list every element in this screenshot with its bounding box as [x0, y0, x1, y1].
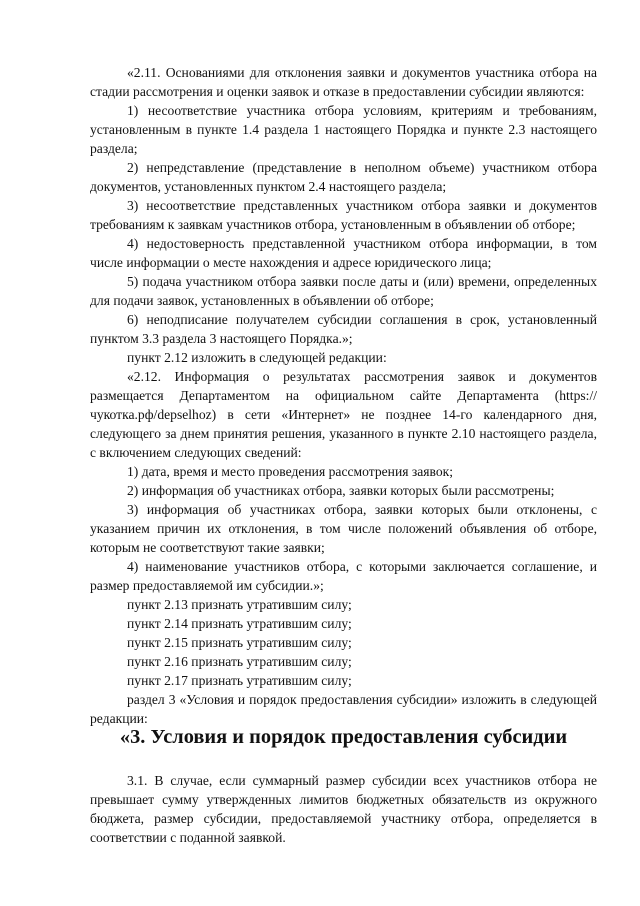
section-3-heading: «3. Условия и порядок предоставления субсидии — [119, 726, 568, 748]
paragraph-item-6: 6) неподписание получателем субсидии соглашения в срок, установленный пунктом 3.3 раздела 3 настоящего Порядка.»; — [90, 312, 597, 346]
paragraph-item-2: 2) непредставление (представление в неполном объеме) участником отбора документов, установленных пунктом 2.4 настоящего раздела; — [90, 160, 597, 194]
paragraph-info-2: 2) информация об участниках отбора, заявки которых были рассмотрены; — [127, 483, 555, 498]
paragraph-info-1: 1) дата, время и место проведения рассмотрения заявок; — [127, 464, 454, 479]
paragraph-item-3: 3) несоответствие представленных участником отбора заявки и документов требованиям к заявкам участников отбора, установленным в объявлении об отборе; — [90, 198, 597, 232]
paragraph-2-17-void: пункт 2.17 признать утратившим силу; — [127, 673, 352, 688]
paragraph-item-4: 4) недостоверность представленной участником отбора информации, в том числе информации о месте нахождения и адресе юридического лица; — [90, 236, 597, 270]
spacer — [90, 747, 597, 771]
paragraph-info-4: 4) наименование участников отбора, с которыми заключается соглашение, и размер предоставляемой им субсидии.»; — [90, 559, 597, 593]
paragraph-2-16-void: пункт 2.16 признать утратившим силу; — [127, 654, 352, 669]
paragraph-2-15-void: пункт 2.15 признать утратившим силу; — [127, 635, 352, 650]
paragraph-2-14-void: пункт 2.14 признать утратившим силу; — [127, 616, 352, 631]
paragraph-2-13-void: пункт 2.13 признать утратившим силу; — [127, 597, 352, 612]
paragraph-item-5: 5) подача участником отбора заявки после даты и (или) времени, определенных для подачи заявок, установленных в объявлении об отборе; — [90, 274, 597, 308]
paragraph-3-1: 3.1. В случае, если суммарный размер субсидии всех участников отбора не превышает сумму утвержденных лимитов бюджетных обязательств из окружного бюджета, размер субсидии, предоставляемой участнику отбора, определяется в соответствии с поданной заявкой. — [90, 773, 597, 845]
paragraph-section-3-amend: раздел 3 «Условия и порядок предоставления субсидии» изложить в следующей редакции: — [90, 692, 597, 726]
paragraph-2-11-intro: «2.11. Основаниями для отклонения заявки и документов участника отбора на стадии рассмотрения и оценки заявок и отказе в предоставлении субсидии являются: — [90, 65, 597, 99]
paragraph-2-12-text: «2.12. Информация о результатах рассмотрения заявок и документов размещается Департаментом на официальном сайте Департамента (https://чукотка.рф/depselhoz) в сети «Интернет» не позднее 14-го календарного дня, следующего за днем принятия решения, указанного в пункте 2.10 настоящего раздела, с включением следующих сведений: — [90, 369, 597, 460]
paragraph-item-1: 1) несоответствие участника отбора условиям, критериям и требованиям, установленным в пункте 1.4 раздела 1 настоящего Порядка и пункте 2.3 настоящего раздела; — [90, 103, 597, 156]
paragraph-info-3: 3) информация об участниках отбора, заявки которых были отклонены, с указанием причин их отклонения, в том числе положений объявления об отборе, которым не соответствуют такие заявки; — [90, 502, 597, 555]
paragraph-2-12-amend: пункт 2.12 изложить в следующей редакции: — [127, 350, 387, 365]
